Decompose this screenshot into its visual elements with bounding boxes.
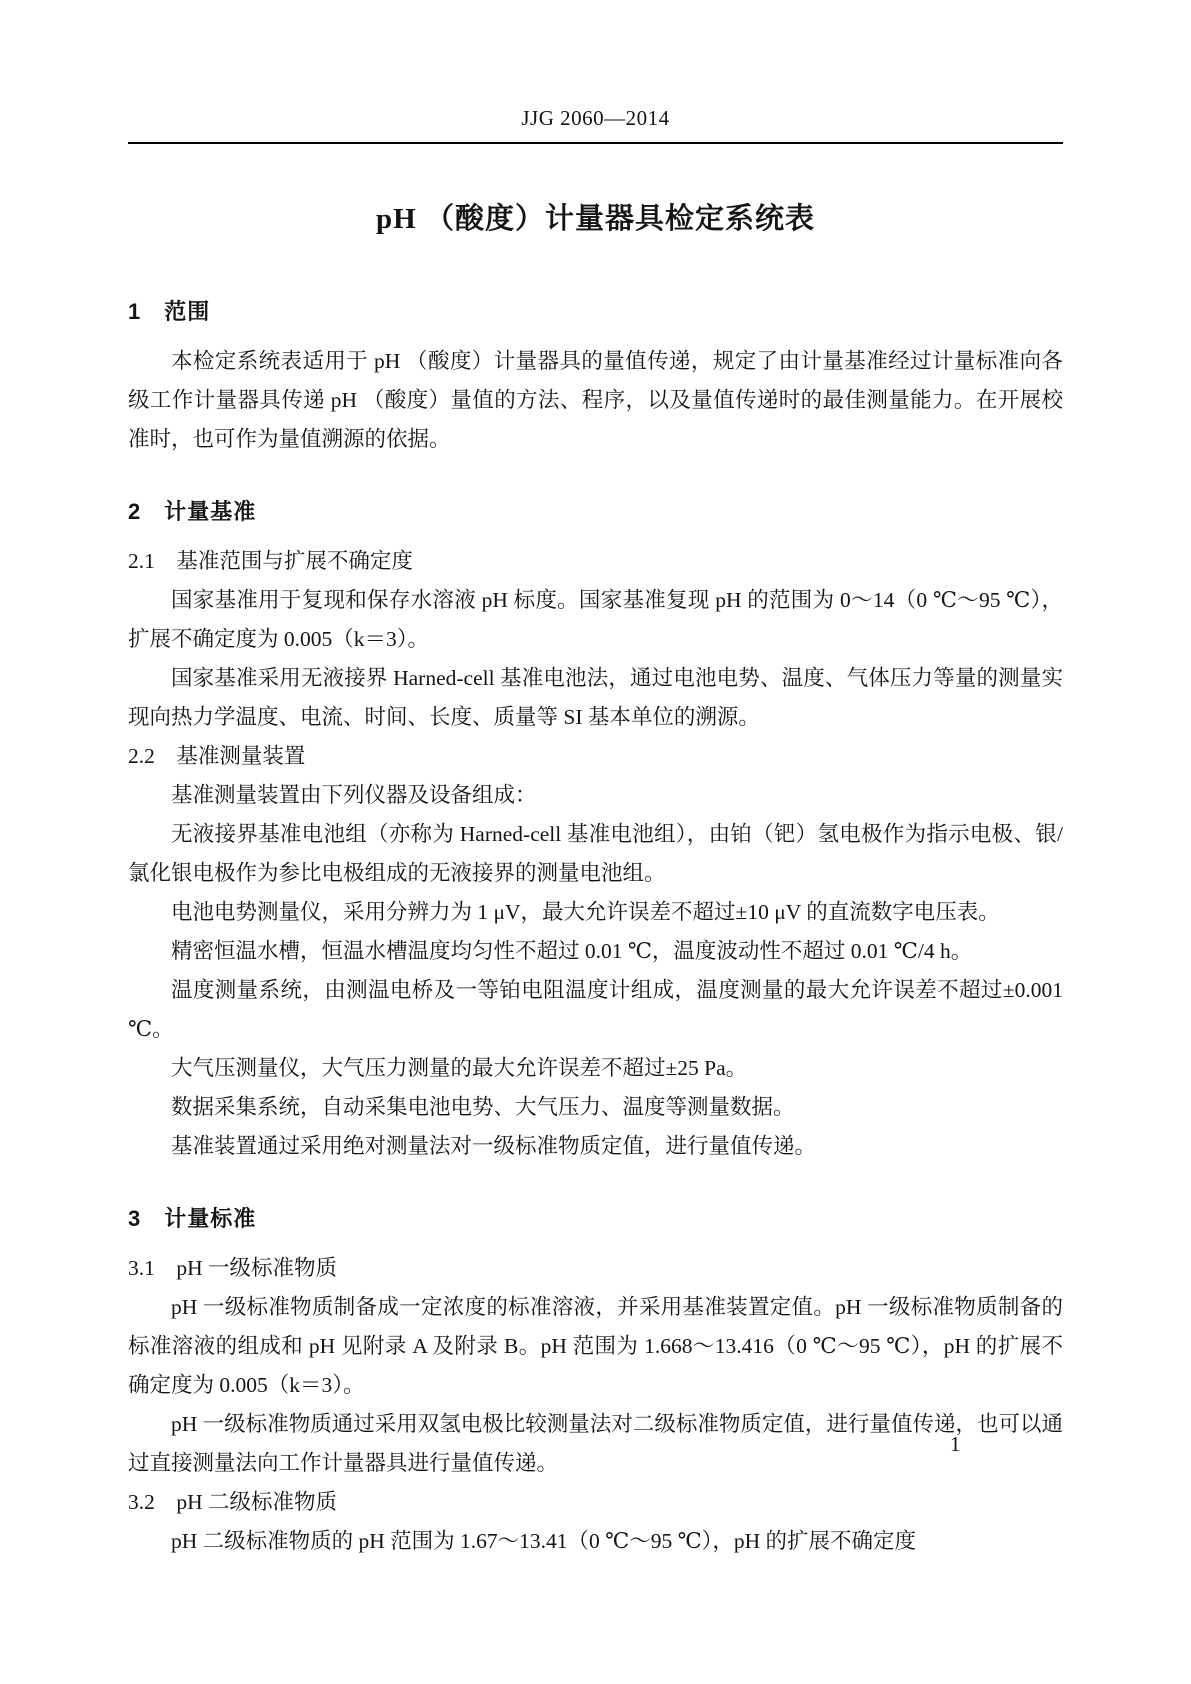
- section-heading-1: 1 范围: [128, 299, 211, 324]
- paragraph: 基准装置通过采用绝对测量法对一级标准物质定值，进行量值传递。: [171, 1134, 817, 1158]
- paragraph: pH 一级标准物质通过采用双氢电极比较测量法对二级标准物质定值，进行量值传递，也可以通过直接测量法向工作计量器具进行量值传递。: [128, 1412, 1063, 1475]
- paragraph: 温度测量系统，由测温电桥及一等铂电阻温度计组成，温度测量的最大允许误差不超过±0.001 ℃。: [128, 978, 1063, 1041]
- paragraph: 国家基准采用无液接界 Harned-cell 基准电池法，通过电池电势、温度、气体压力等量的测量实现向热力学温度、电流、时间、长度、质量等 SI 基本单位的溯源。: [128, 666, 1063, 729]
- sub-heading-2-1: 2.1 基准范围与扩展不确定度: [128, 549, 413, 573]
- header-rule-divider: [128, 142, 1063, 144]
- paragraph: pH 二级标准物质的 pH 范围为 1.67～13.41（0 ℃～95 ℃），pH 的扩展不确定度: [171, 1529, 917, 1553]
- section-heading-2: 2 计量基准: [128, 499, 257, 524]
- document-header-code: JJG 2060—2014: [521, 106, 670, 130]
- paragraph: 基准测量装置由下列仪器及设备组成：: [171, 783, 537, 807]
- document-title: pH （酸度）计量器具检定系统表: [376, 203, 815, 235]
- section-heading-3: 3 计量标准: [128, 1206, 257, 1231]
- sub-heading-3-1: 3.1 pH 一级标准物质: [128, 1256, 338, 1280]
- paragraph: 精密恒温水槽，恒温水槽温度均匀性不超过 0.01 ℃，温度波动性不超过 0.01 ℃/4 h。: [171, 939, 973, 963]
- paragraph: pH 一级标准物质制备成一定浓度的标准溶液，并采用基准装置定值。pH 一级标准物质制备的标准溶液的组成和 pH 见附录 A 及附录 B。pH 范围为 1.668～13.416（0 ℃～95 ℃），pH 的扩展不确定度为 0.005（k＝3）。: [128, 1295, 1063, 1397]
- paragraph: 本检定系统表适用于 pH （酸度）计量器具的量值传递，规定了由计量基准经过计量标准向各级工作计量器具传递 pH （酸度）量值的方法、程序，以及量值传递时的最佳测量能力。在开展校准时，也可作为量值溯源的依据。: [128, 349, 1063, 451]
- paragraph: 无液接界基准电池组（亦称为 Harned-cell 基准电池组），由铂（钯）氢电极作为指示电极、银/氯化银电极作为参比电极组成的无液接界的测量电池组。: [128, 822, 1063, 885]
- paragraph: 数据采集系统，自动采集电池电势、大气压力、温度等测量数据。: [171, 1095, 795, 1119]
- sub-heading-2-2: 2.2 基准测量装置: [128, 744, 306, 768]
- sub-heading-3-2: 3.2 pH 二级标准物质: [128, 1490, 338, 1514]
- page-number: 1: [950, 1432, 961, 1456]
- paragraph: 大气压测量仪，大气压力测量的最大允许误差不超过±25 Pa。: [171, 1056, 748, 1080]
- paragraph: 电池电势测量仪，采用分辨力为 1 μV，最大允许误差不超过±10 μV 的直流数字电压表。: [171, 900, 1000, 924]
- paragraph: 国家基准用于复现和保存水溶液 pH 标度。国家基准复现 pH 的范围为 0～14（0 ℃～95 ℃），扩展不确定度为 0.005（k＝3）。: [128, 588, 1063, 651]
